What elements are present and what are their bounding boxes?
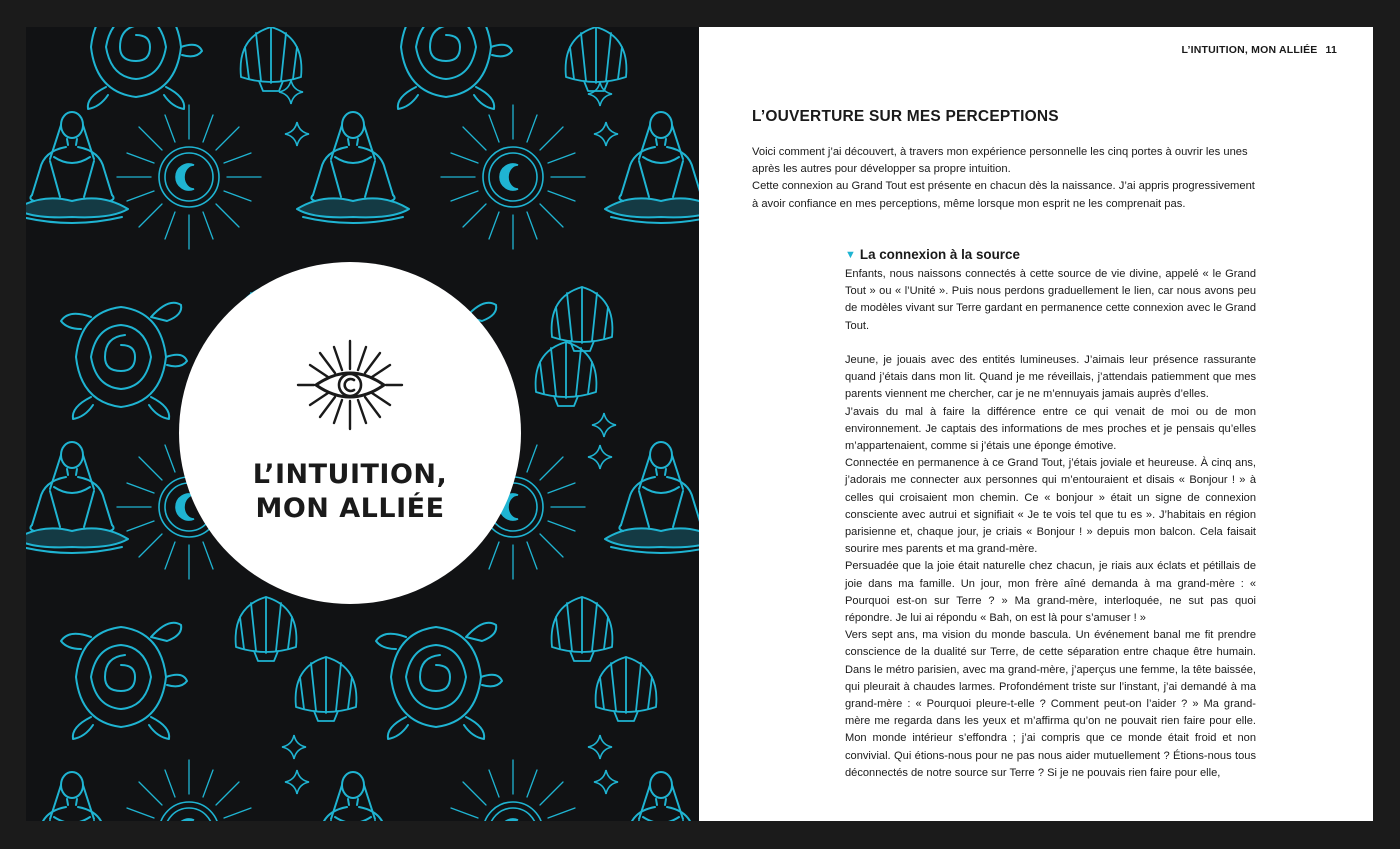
- body-paragraph: Persuadée que la joie était naturelle chez chacun, je riais aux éclats et pétillais de joie dans ma famille. Un jour, mon frère aîné demanda à ma grand-mère : « Pourquoi est-on sur Terre ? » Ma grand-mère, interloquée, ne sut pas quoi répondre. Je lui ai répondu « Bah, on est là pour s’amuser ! »: [845, 560, 1256, 625]
- body-paragraph: Connectée en permanence à ce Grand Tout, j’étais joviale et heureuse. À cinq ans, j’adorais me connecter aux personnes qui m’entouraient et disais « Bonjour ! » à celles qui croisaient mon chemin. Ce « bonjour » était un signe de connexion consciente avec autrui et signifiait « Je te vois tel que tu es ». J’habitais en région parisienne et, chaque jour, je criais « Bonjour ! » depuis mon balcon. Cela faisait sourire mes parents et ma grand-mère.: [845, 457, 1256, 556]
- running-head-title: L’INTUITION, MON ALLIÉE: [1181, 44, 1318, 56]
- subsection-heading: [845, 247, 1020, 262]
- chapter-title-line-2: MON ALLIÉE: [255, 493, 445, 524]
- intro-paragraph: Cette connexion au Grand Tout est présente en chacun dès la naissance. J’ai appris progressivement à avoir confiance en mes perceptions, même lorsque mon esprit ne les comprenait pas.: [752, 180, 1255, 210]
- left-page-illustration: [26, 27, 699, 821]
- intro-paragraph: Voici comment j’ai découvert, à travers mon expérience personnelle les cinq portes à ouvrir les unes après les autres pour développer sa propre intuition.: [752, 146, 1248, 176]
- body-paragraph: Jeune, je jouais avec des entités lumineuses. J’aimais leur présence rassurante quand j’étais dans mon lit. Quand je me réveillais, j’attendais patiemment que mes parents viennent me chercher, car je ne m’ennuyais jamais auprès d’elles.: [845, 354, 1256, 401]
- chapter-title-line-1: L’INTUITION,: [252, 459, 448, 490]
- chapter-title-circle: [179, 262, 521, 604]
- body-text: [845, 266, 1256, 782]
- subsection-heading-label: La connexion à la source: [859, 247, 1020, 262]
- right-page-text: [699, 27, 1373, 821]
- body-paragraph: J’avais du mal à faire la différence entre ce qui venait de moi ou de mon environnement. Je captais des informations de mes proches et je pensais qu’elles m’appartenaient, comme si j’étais une éponge émotive.: [845, 405, 1256, 453]
- running-head: [1181, 44, 1337, 56]
- intro-text: [752, 144, 1258, 213]
- body-paragraph: Enfants, nous naissons connectés à cette source de vie divine, appelé « le Grand Tout » ou « l’Unité ». Puis nous perdons graduellement le lien, car nous avons peu de modèles vivant sur Terre gardant en permanence cette connexion avec le Grand Tout.: [845, 268, 1256, 332]
- pattern-row-4: [61, 597, 656, 739]
- pattern-row-1: [26, 27, 699, 249]
- section-title: L’OUVERTURE SUR MES PERCEPTIONS: [752, 108, 1059, 125]
- page-number: 11: [1325, 44, 1337, 56]
- eye-with-sun-rays-icon: [295, 330, 405, 440]
- pattern-row-5: [26, 735, 699, 821]
- chapter-title: [179, 458, 521, 526]
- triangle-marker-icon: ▼: [845, 249, 856, 261]
- body-paragraph: Vers sept ans, ma vision du monde bascula. Un événement banal me fit prendre conscience de la dualité sur Terre, de cette séparation entre chaque être humain. Dans le métro parisien, avec ma grand-mère, j’aperçus une femme, la tête baissée, qui pleurait à chaudes larmes. Profondément triste sur l’instant, j’ai demandé à ma grand-mère : « Pourquoi pleure-t-elle ? Comment peut-on l’aider ? » Ma grand-mère me regarda dans les yeux et m’affirma qu’on ne pouvait rien faire pour elle. Mon monde intérieur s’effondra ; j’ai compris que ce monde était froid et non convivial. Qui étions-nous pour ne pas nous aider mutuellement ? Étions-nous tous déconnectés de notre source sur Terre ? Si je ne pouvais rien faire pour elle,: [845, 629, 1256, 779]
